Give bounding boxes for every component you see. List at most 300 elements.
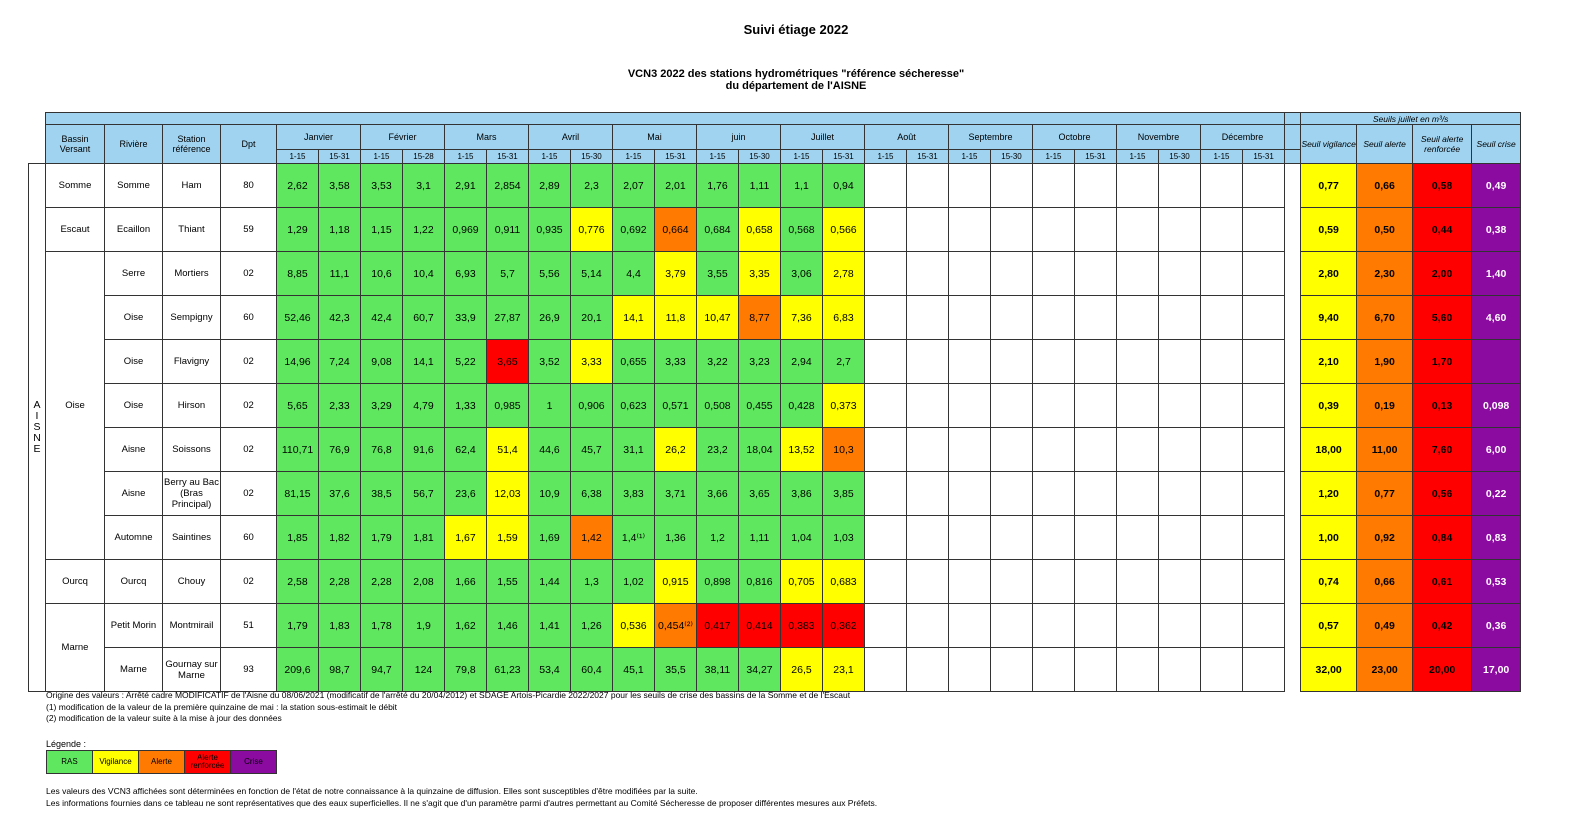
seuil-vigilance-cell: 2,10: [1301, 340, 1357, 384]
vcn3-value-cell: 2,78: [823, 252, 865, 296]
vcn3-value-cell: 0,428: [781, 384, 823, 428]
seuil-vigilance-cell: 2,80: [1301, 252, 1357, 296]
station-cell: Sempigny: [163, 296, 221, 340]
vcn3-value-cell: 81,15: [277, 472, 319, 516]
seuil-alerte-renforcee-cell: 7,60: [1413, 428, 1472, 472]
river-cell: Aisne: [105, 428, 163, 472]
river-cell: Automne: [105, 516, 163, 560]
empty-value-cell: [1117, 472, 1159, 516]
half-month-header: 15-31: [487, 150, 529, 164]
table-row: [29, 340, 1521, 384]
empty-value-cell: [1033, 472, 1075, 516]
empty-value-cell: [949, 164, 991, 208]
empty-value-cell: [907, 384, 949, 428]
col-dpt: Dpt: [221, 125, 277, 164]
empty-value-cell: [1117, 340, 1159, 384]
vcn3-value-cell: 20,1: [571, 296, 613, 340]
vcn3-value-cell: 38,11: [697, 648, 739, 692]
vcn3-value-cell: 0,568: [781, 208, 823, 252]
vcn3-value-cell: 0,935: [529, 208, 571, 252]
vcn3-value-cell: 35,5: [655, 648, 697, 692]
seuil-alerte-renforcee-cell: 0,42: [1413, 604, 1472, 648]
seuil-vigilance-cell: 1,20: [1301, 472, 1357, 516]
vcn3-value-cell: 2,33: [319, 384, 361, 428]
subtitle-line-1: VCN3 2022 des stations hydrométriques "référence sécheresse": [627, 68, 965, 80]
station-cell: Montmirail: [163, 604, 221, 648]
station-cell: Gournay sur Marne: [163, 648, 221, 692]
vcn3-value-cell: 0,414: [739, 604, 781, 648]
vcn3-value-cell: 1,22: [403, 208, 445, 252]
empty-value-cell: [1033, 164, 1075, 208]
seuil-alerte-cell: 23,00: [1357, 648, 1413, 692]
empty-value-cell: [865, 516, 907, 560]
vcn3-value-cell: 33,9: [445, 296, 487, 340]
station-cell: Hirson: [163, 384, 221, 428]
vcn3-value-cell: 1,79: [361, 516, 403, 560]
vcn3-value-cell: 0,906: [571, 384, 613, 428]
subtitle-line-2: du département de l'AISNE: [725, 80, 867, 92]
empty-value-cell: [949, 472, 991, 516]
vcn3-value-cell: 0,911: [487, 208, 529, 252]
river-cell: Oise: [105, 296, 163, 340]
empty-value-cell: [1243, 560, 1285, 604]
vcn3-value-cell: 4,4: [613, 252, 655, 296]
vcn3-value-cell: 12,03: [487, 472, 529, 516]
vcn3-value-cell: 3,86: [781, 472, 823, 516]
vcn3-value-cell: 1,15: [361, 208, 403, 252]
basin-cell: Marne: [46, 604, 105, 692]
seuil-crise-cell: 0,22: [1472, 472, 1521, 516]
empty-value-cell: [1033, 208, 1075, 252]
vcn3-value-cell: 0,776: [571, 208, 613, 252]
vcn3-value-cell: 3,29: [361, 384, 403, 428]
vcn3-value-cell: 1,81: [403, 516, 445, 560]
vcn3-value-cell: 3,79: [655, 252, 697, 296]
vcn3-value-cell: 5,65: [277, 384, 319, 428]
empty-value-cell: [949, 604, 991, 648]
empty-value-cell: [949, 428, 991, 472]
vcn3-value-cell: 0,623: [613, 384, 655, 428]
half-month-header: 1-15: [613, 150, 655, 164]
month-header: Septembre: [949, 125, 1033, 150]
empty-value-cell: [865, 648, 907, 692]
seuil-vigilance-cell: 0,59: [1301, 208, 1357, 252]
vcn3-value-cell: 2,28: [361, 560, 403, 604]
empty-value-cell: [1075, 208, 1117, 252]
empty-value-cell: [907, 164, 949, 208]
vcn3-value-cell: 1,83: [319, 604, 361, 648]
header-row-main: [29, 125, 1521, 150]
half-month-header: 1-15: [361, 150, 403, 164]
seuil-vigilance-cell: 9,40: [1301, 296, 1357, 340]
half-month-header: 15-28: [403, 150, 445, 164]
seuil-alerte-cell: 1,90: [1357, 340, 1413, 384]
vcn3-value-cell: 5,7: [487, 252, 529, 296]
vcn3-value-cell: 2,58: [277, 560, 319, 604]
vcn3-value-cell: 1,33: [445, 384, 487, 428]
vcn3-value-cell: 1,18: [319, 208, 361, 252]
station-cell: Soissons: [163, 428, 221, 472]
empty-value-cell: [1075, 384, 1117, 428]
river-cell: Somme: [105, 164, 163, 208]
empty-value-cell: [1117, 604, 1159, 648]
vcn3-value-cell: 26,9: [529, 296, 571, 340]
empty-value-cell: [865, 560, 907, 604]
vcn3-value-cell: 51,4: [487, 428, 529, 472]
seuil-vigilance-cell: 18,00: [1301, 428, 1357, 472]
separator-column: [1285, 252, 1301, 296]
separator-column: [1285, 384, 1301, 428]
seuil-alerte-cell: 0,49: [1357, 604, 1413, 648]
note-2: (2) modification de la valeur suite à la mise à jour des données: [46, 713, 282, 723]
vcn3-value-cell: 3,22: [697, 340, 739, 384]
vcn3-value-cell: 45,1: [613, 648, 655, 692]
seuil-vigilance-cell: 0,77: [1301, 164, 1357, 208]
half-month-header: 15-31: [907, 150, 949, 164]
empty-value-cell: [1243, 252, 1285, 296]
vcn3-value-cell: 0,683: [823, 560, 865, 604]
empty-value-cell: [991, 164, 1033, 208]
empty-value-cell: [1117, 384, 1159, 428]
empty-value-cell: [1243, 164, 1285, 208]
dpt-cell: 80: [221, 164, 277, 208]
empty-value-cell: [1033, 252, 1075, 296]
empty-value-cell: [1117, 648, 1159, 692]
department-label: [29, 164, 46, 692]
separator-column: [1285, 428, 1301, 472]
seuil-alerte-renforcee-cell: 0,84: [1413, 516, 1472, 560]
empty-value-cell: [1075, 164, 1117, 208]
separator-column: [1285, 340, 1301, 384]
vcn3-value-cell: 0,915: [655, 560, 697, 604]
half-month-header: 15-31: [1075, 150, 1117, 164]
separator-column: [1285, 208, 1301, 252]
seuil-alerte-renforcee-header: Seuil alerte renforcée: [1413, 125, 1472, 164]
seuil-alerte-cell: 6,70: [1357, 296, 1413, 340]
vcn3-value-cell: 3,23: [739, 340, 781, 384]
vcn3-value-cell: 76,9: [319, 428, 361, 472]
empty-value-cell: [865, 604, 907, 648]
vcn3-value-cell: 14,1: [613, 296, 655, 340]
empty-value-cell: [907, 472, 949, 516]
vcn3-value-cell: 1,66: [445, 560, 487, 604]
vcn3-value-cell: 0,664: [655, 208, 697, 252]
empty-value-cell: [1201, 472, 1243, 516]
vcn3-table: [28, 112, 1521, 692]
empty-value-cell: [1033, 384, 1075, 428]
vcn3-value-cell: 26,2: [655, 428, 697, 472]
empty-value-cell: [991, 516, 1033, 560]
empty-value-cell: [1243, 340, 1285, 384]
table-row: [29, 428, 1521, 472]
empty-value-cell: [865, 164, 907, 208]
empty-value-cell: [991, 428, 1033, 472]
seuil-alerte-cell: 2,30: [1357, 252, 1413, 296]
vcn3-value-cell: 8,85: [277, 252, 319, 296]
vcn3-value-cell: 14,96: [277, 340, 319, 384]
half-month-header: 15-30: [1159, 150, 1201, 164]
empty-value-cell: [1201, 560, 1243, 604]
vcn3-value-cell: 0,969: [445, 208, 487, 252]
vcn3-value-cell: 3,83: [613, 472, 655, 516]
vcn3-value-cell: 0,94: [823, 164, 865, 208]
river-cell: Ecaillon: [105, 208, 163, 252]
station-cell: Saintines: [163, 516, 221, 560]
corner-blank: [29, 125, 46, 150]
empty-value-cell: [1159, 604, 1201, 648]
vcn3-value-cell: 0,655: [613, 340, 655, 384]
river-cell: Ourcq: [105, 560, 163, 604]
vcn3-value-cell: 27,87: [487, 296, 529, 340]
empty-value-cell: [1201, 648, 1243, 692]
half-month-header: 15-30: [739, 150, 781, 164]
vcn3-value-cell: 3,65: [739, 472, 781, 516]
vcn3-value-cell: 5,22: [445, 340, 487, 384]
empty-value-cell: [991, 340, 1033, 384]
vcn3-value-cell: 7,36: [781, 296, 823, 340]
vcn3-value-cell: 1,85: [277, 516, 319, 560]
empty-value-cell: [949, 384, 991, 428]
basin-cell: Escaut: [46, 208, 105, 252]
vcn3-value-cell: 10,3: [823, 428, 865, 472]
month-header: Février: [361, 125, 445, 150]
half-month-header: 1-15: [1201, 150, 1243, 164]
empty-value-cell: [1243, 208, 1285, 252]
vcn3-value-cell: 3,06: [781, 252, 823, 296]
note-origin: Origine des valeurs : Arrêté cadre MODIFICATIF de l'Aisne du 08/06/2021 (modificatif de l'arrêté du 20/04/2012) et SDAGE Artois-Picardie 2022/2027 pour les seuils de crise des bassins de la Somme et de l'Escaut: [46, 690, 851, 700]
empty-value-cell: [1075, 340, 1117, 384]
vcn3-value-cell: 3,65: [487, 340, 529, 384]
vcn3-value-cell: 124: [403, 648, 445, 692]
empty-value-cell: [949, 208, 991, 252]
empty-value-cell: [1201, 164, 1243, 208]
station-cell: Chouy: [163, 560, 221, 604]
empty-value-cell: [1243, 648, 1285, 692]
department-letters: A I S N E: [33, 399, 41, 455]
half-month-header: 1-15: [949, 150, 991, 164]
vcn3-value-cell: 3,85: [823, 472, 865, 516]
page-subtitle: [0, 68, 1592, 92]
seuil-alerte-header: Seuil alerte: [1357, 125, 1413, 164]
vcn3-value-cell: 1,04: [781, 516, 823, 560]
vcn3-value-cell: 1,11: [739, 516, 781, 560]
col-bassin: Bassin Versant: [46, 125, 105, 164]
empty-value-cell: [991, 648, 1033, 692]
seuil-vigilance-cell: 0,39: [1301, 384, 1357, 428]
disclaimer-notes: [46, 786, 877, 809]
vcn3-value-cell: 7,24: [319, 340, 361, 384]
river-cell: Petit Morin: [105, 604, 163, 648]
dpt-cell: 02: [221, 560, 277, 604]
vcn3-value-cell: 2,28: [319, 560, 361, 604]
empty-value-cell: [1033, 340, 1075, 384]
empty-value-cell: [1243, 428, 1285, 472]
station-cell: Ham: [163, 164, 221, 208]
half-month-header: 15-31: [319, 150, 361, 164]
dpt-cell: 02: [221, 252, 277, 296]
vcn3-value-cell: 1,29: [277, 208, 319, 252]
vcn3-value-cell: 1,76: [697, 164, 739, 208]
vcn3-value-cell: 0,816: [739, 560, 781, 604]
vcn3-value-cell: 42,3: [319, 296, 361, 340]
empty-value-cell: [991, 252, 1033, 296]
empty-value-cell: [991, 296, 1033, 340]
seuil-alerte-renforcee-cell: 0,44: [1413, 208, 1472, 252]
seuil-crise-cell: 0,83: [1472, 516, 1521, 560]
corner-blank: [29, 113, 46, 125]
seuil-alerte-cell: 0,92: [1357, 516, 1413, 560]
dpt-cell: 60: [221, 296, 277, 340]
empty-value-cell: [1033, 560, 1075, 604]
vcn3-value-cell: 8,77: [739, 296, 781, 340]
empty-value-cell: [907, 604, 949, 648]
month-header: Octobre: [1033, 125, 1117, 150]
vcn3-value-cell: 0,536: [613, 604, 655, 648]
empty-value-cell: [1159, 428, 1201, 472]
empty-value-cell: [1201, 604, 1243, 648]
empty-value-cell: [1201, 384, 1243, 428]
vcn3-value-cell: 1,3: [571, 560, 613, 604]
vcn3-value-cell: 2,91: [445, 164, 487, 208]
river-cell: Aisne: [105, 472, 163, 516]
empty-value-cell: [1159, 164, 1201, 208]
seuil-crise-cell: 0,49: [1472, 164, 1521, 208]
vcn3-value-cell: 0,373: [823, 384, 865, 428]
vcn3-value-cell: 53,4: [529, 648, 571, 692]
table-row: [29, 560, 1521, 604]
legend-alerte: Alerte: [139, 751, 185, 773]
empty-value-cell: [865, 384, 907, 428]
vcn3-value-cell: 34,27: [739, 648, 781, 692]
empty-value-cell: [1201, 340, 1243, 384]
empty-value-cell: [1243, 604, 1285, 648]
empty-value-cell: [949, 648, 991, 692]
vcn3-value-cell: 18,04: [739, 428, 781, 472]
seuil-alerte-renforcee-cell: 0,61: [1413, 560, 1472, 604]
vcn3-value-cell: 94,7: [361, 648, 403, 692]
month-header: Avril: [529, 125, 613, 150]
station-cell: Berry au Bac (Bras Principal): [163, 472, 221, 516]
station-cell: Flavigny: [163, 340, 221, 384]
empty-value-cell: [1075, 604, 1117, 648]
vcn3-value-cell: 14,1: [403, 340, 445, 384]
month-header: Août: [865, 125, 949, 150]
vcn3-value-cell: 0,454⁽²⁾: [655, 604, 697, 648]
empty-value-cell: [1033, 516, 1075, 560]
vcn3-value-cell: 1,44: [529, 560, 571, 604]
empty-value-cell: [1159, 516, 1201, 560]
empty-value-cell: [991, 208, 1033, 252]
empty-value-cell: [1117, 296, 1159, 340]
separator-column: [1285, 150, 1301, 164]
seuil-crise-cell: 0,53: [1472, 560, 1521, 604]
vcn3-value-cell: 5,14: [571, 252, 613, 296]
month-header: Janvier: [277, 125, 361, 150]
separator-column: [1285, 560, 1301, 604]
dpt-cell: 02: [221, 428, 277, 472]
half-month-header: 1-15: [445, 150, 487, 164]
header-row-top: [29, 113, 1521, 125]
table-row: [29, 384, 1521, 428]
vcn3-value-cell: 23,1: [823, 648, 865, 692]
empty-value-cell: [1075, 472, 1117, 516]
seuil-crise-cell: [1472, 340, 1521, 384]
half-month-header: 15-30: [571, 150, 613, 164]
river-cell: Serre: [105, 252, 163, 296]
separator-column: [1285, 472, 1301, 516]
empty-value-cell: [907, 648, 949, 692]
vcn3-value-cell: 3,66: [697, 472, 739, 516]
vcn3-value-cell: 11,8: [655, 296, 697, 340]
vcn3-value-cell: 10,6: [361, 252, 403, 296]
empty-value-cell: [949, 560, 991, 604]
empty-value-cell: [949, 516, 991, 560]
vcn3-value-cell: 3,71: [655, 472, 697, 516]
seuil-vigilance-header: Seuil vigilance: [1301, 125, 1357, 164]
vcn3-value-cell: 209,6: [277, 648, 319, 692]
empty-value-cell: [1201, 208, 1243, 252]
station-cell: Thiant: [163, 208, 221, 252]
empty-value-cell: [1117, 164, 1159, 208]
disclaimer-1: Les valeurs des VCN3 affichées sont déterminées en fonction de l'état de notre connaissance à la quinzaine de diffusion. Elles sont susceptibles d'être modifiées par la suite.: [46, 786, 698, 796]
vcn3-value-cell: 60,4: [571, 648, 613, 692]
vcn3-value-cell: 2,01: [655, 164, 697, 208]
seuil-crise-cell: 6,00: [1472, 428, 1521, 472]
vcn3-value-cell: 1,9: [403, 604, 445, 648]
vcn3-value-cell: 1,46: [487, 604, 529, 648]
vcn3-value-cell: 0,362: [823, 604, 865, 648]
vcn3-value-cell: 44,6: [529, 428, 571, 472]
vcn3-value-cell: 1,1: [781, 164, 823, 208]
empty-value-cell: [949, 340, 991, 384]
vcn3-value-cell: 2,854: [487, 164, 529, 208]
dpt-cell: 02: [221, 340, 277, 384]
vcn3-value-cell: 91,6: [403, 428, 445, 472]
vcn3-value-cell: 1,62: [445, 604, 487, 648]
vcn3-value-cell: 62,4: [445, 428, 487, 472]
empty-value-cell: [865, 428, 907, 472]
empty-value-cell: [1201, 516, 1243, 560]
empty-value-cell: [1201, 296, 1243, 340]
separator-column: [1285, 296, 1301, 340]
table-row: [29, 648, 1521, 692]
seuil-crise-cell: 17,00: [1472, 648, 1521, 692]
empty-value-cell: [991, 604, 1033, 648]
vcn3-value-cell: 5,56: [529, 252, 571, 296]
empty-value-cell: [1075, 296, 1117, 340]
vcn3-value-cell: 3,58: [319, 164, 361, 208]
vcn3-value-cell: 23,2: [697, 428, 739, 472]
empty-value-cell: [1243, 384, 1285, 428]
seuil-alerte-renforcee-cell: 2,00: [1413, 252, 1472, 296]
seuil-crise-cell: 0,38: [1472, 208, 1521, 252]
table-row: [29, 604, 1521, 648]
table-row: [29, 252, 1521, 296]
vcn3-value-cell: 38,5: [361, 472, 403, 516]
empty-value-cell: [1117, 428, 1159, 472]
vcn3-value-cell: 6,93: [445, 252, 487, 296]
dpt-cell: 60: [221, 516, 277, 560]
seuil-crise-cell: 4,60: [1472, 296, 1521, 340]
empty-value-cell: [1033, 604, 1075, 648]
table-row: [29, 472, 1521, 516]
empty-value-cell: [907, 252, 949, 296]
empty-value-cell: [991, 384, 1033, 428]
vcn3-value-cell: 3,52: [529, 340, 571, 384]
vcn3-value-cell: 2,08: [403, 560, 445, 604]
vcn3-value-cell: 3,1: [403, 164, 445, 208]
river-cell: Marne: [105, 648, 163, 692]
